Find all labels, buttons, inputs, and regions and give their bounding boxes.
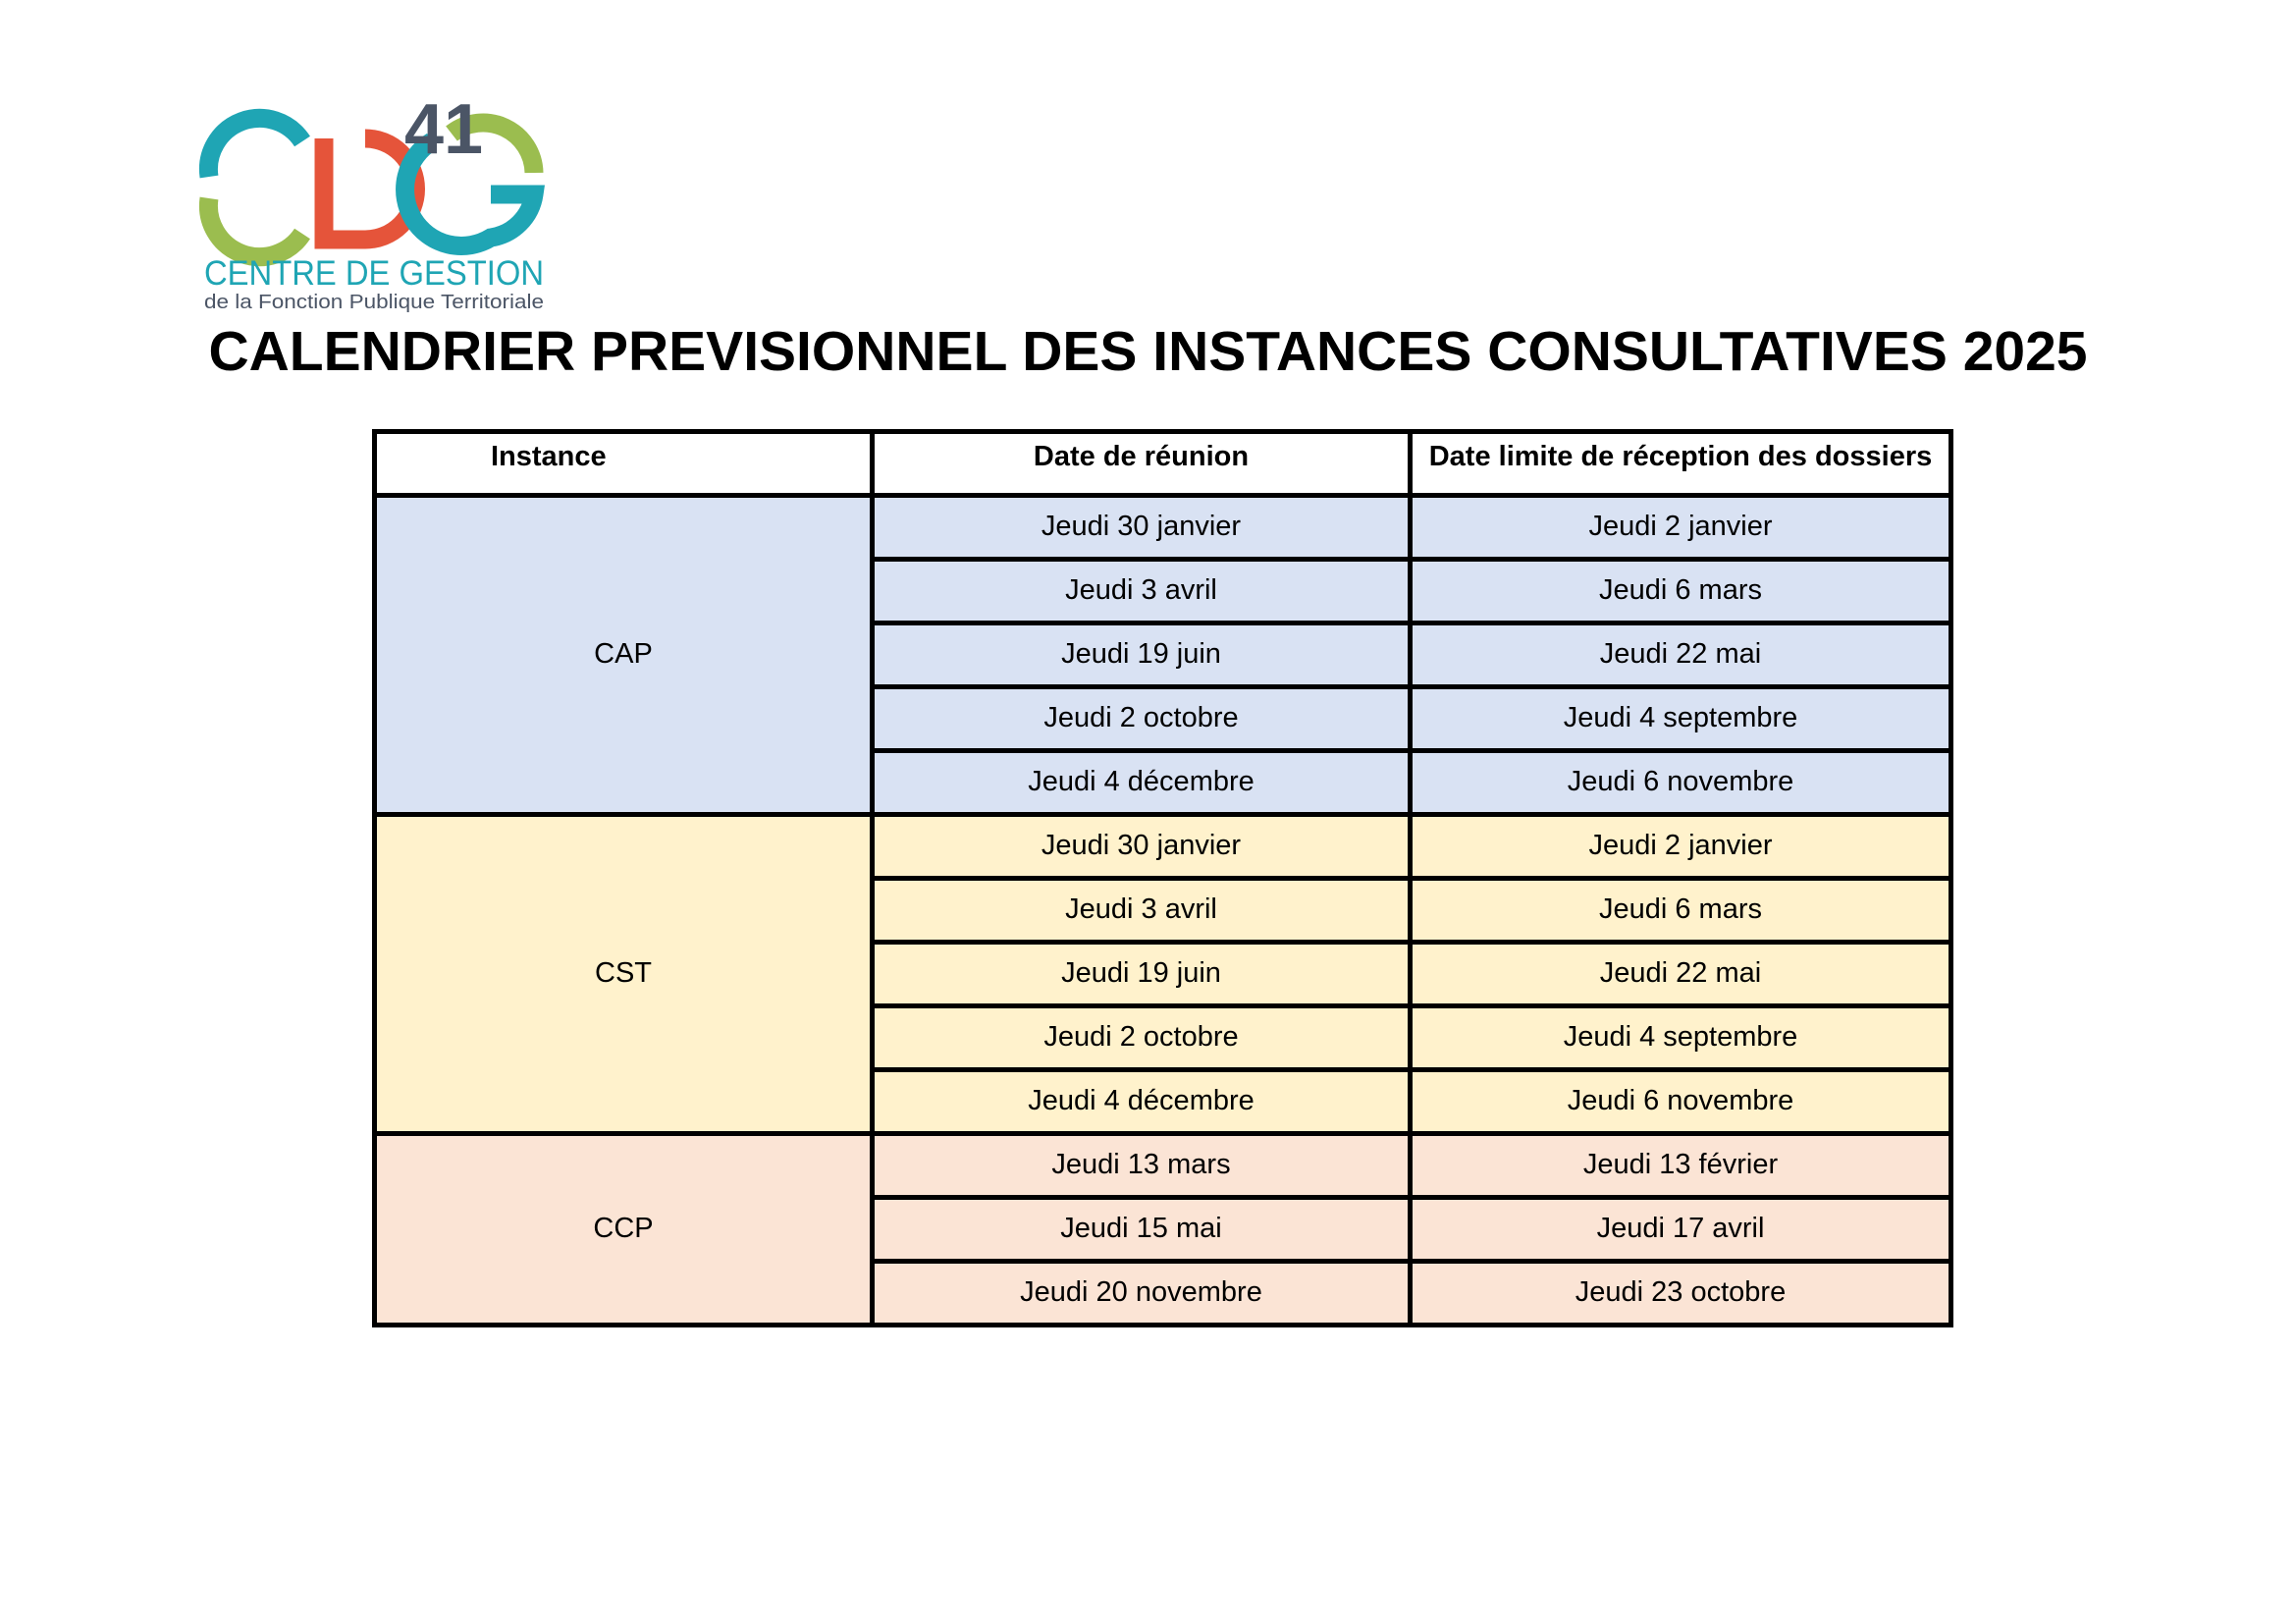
meeting-date-cell: Jeudi 13 mars <box>873 1134 1411 1198</box>
deadline-date-cell: Jeudi 6 novembre <box>1411 1070 1951 1134</box>
page-title: CALENDRIER PREVISIONNEL DES INSTANCES CONSULTATIVES 2025 <box>208 320 2088 383</box>
meeting-date-cell: Jeudi 30 janvier <box>873 496 1411 560</box>
deadline-date-cell: Jeudi 6 novembre <box>1411 751 1951 815</box>
deadline-date-cell: Jeudi 2 janvier <box>1411 496 1951 560</box>
table-row <box>375 1134 1951 1198</box>
logo-number: 41 <box>404 90 484 169</box>
deadline-date-cell: Jeudi 22 mai <box>1411 623 1951 687</box>
meeting-date-cell: Jeudi 3 avril <box>873 560 1411 623</box>
meeting-date-cell: Jeudi 15 mai <box>873 1198 1411 1262</box>
meeting-date-cell: Jeudi 30 janvier <box>873 815 1411 879</box>
meeting-date-cell: Jeudi 2 octobre <box>873 687 1411 751</box>
deadline-date-cell: Jeudi 13 février <box>1411 1134 1951 1198</box>
table-row <box>375 815 1951 879</box>
cdg41-logo <box>196 90 560 316</box>
deadline-date-cell: Jeudi 6 mars <box>1411 879 1951 943</box>
deadline-date-cell: Jeudi 23 octobre <box>1411 1262 1951 1326</box>
logo-c-top-arc <box>208 118 302 177</box>
deadline-date-cell: Jeudi 4 septembre <box>1411 1006 1951 1070</box>
table-row <box>375 496 1951 560</box>
meeting-date-cell: Jeudi 19 juin <box>873 943 1411 1006</box>
deadline-date-cell: Jeudi 4 septembre <box>1411 687 1951 751</box>
logo-tagline: de la Fonction Publique Territoriale <box>204 292 544 313</box>
meeting-date-cell: Jeudi 4 décembre <box>873 751 1411 815</box>
meeting-date-cell: Jeudi 20 novembre <box>873 1262 1411 1326</box>
meeting-date-cell: Jeudi 4 décembre <box>873 1070 1411 1134</box>
meeting-date-cell: Jeudi 3 avril <box>873 879 1411 943</box>
deadline-date-cell: Jeudi 2 janvier <box>1411 815 1951 879</box>
calendar-table <box>372 429 1953 1327</box>
header-meeting-date: Date de réunion <box>873 432 1411 496</box>
instance-cell: CAP <box>375 496 873 815</box>
logo-name: CENTRE DE GESTION <box>204 254 544 293</box>
header-row <box>375 432 1951 496</box>
cdg41-logo-mark <box>196 90 560 316</box>
header-deadline: Date limite de réception des dossiers <box>1411 432 1951 496</box>
instance-cell: CCP <box>375 1134 873 1326</box>
deadline-date-cell: Jeudi 22 mai <box>1411 943 1951 1006</box>
meeting-date-cell: Jeudi 2 octobre <box>873 1006 1411 1070</box>
logo-c-bottom-arc <box>208 198 302 257</box>
instance-cell: CST <box>375 815 873 1134</box>
header-instance: Instance <box>375 432 873 496</box>
deadline-date-cell: Jeudi 6 mars <box>1411 560 1951 623</box>
deadline-date-cell: Jeudi 17 avril <box>1411 1198 1951 1262</box>
meeting-date-cell: Jeudi 19 juin <box>873 623 1411 687</box>
